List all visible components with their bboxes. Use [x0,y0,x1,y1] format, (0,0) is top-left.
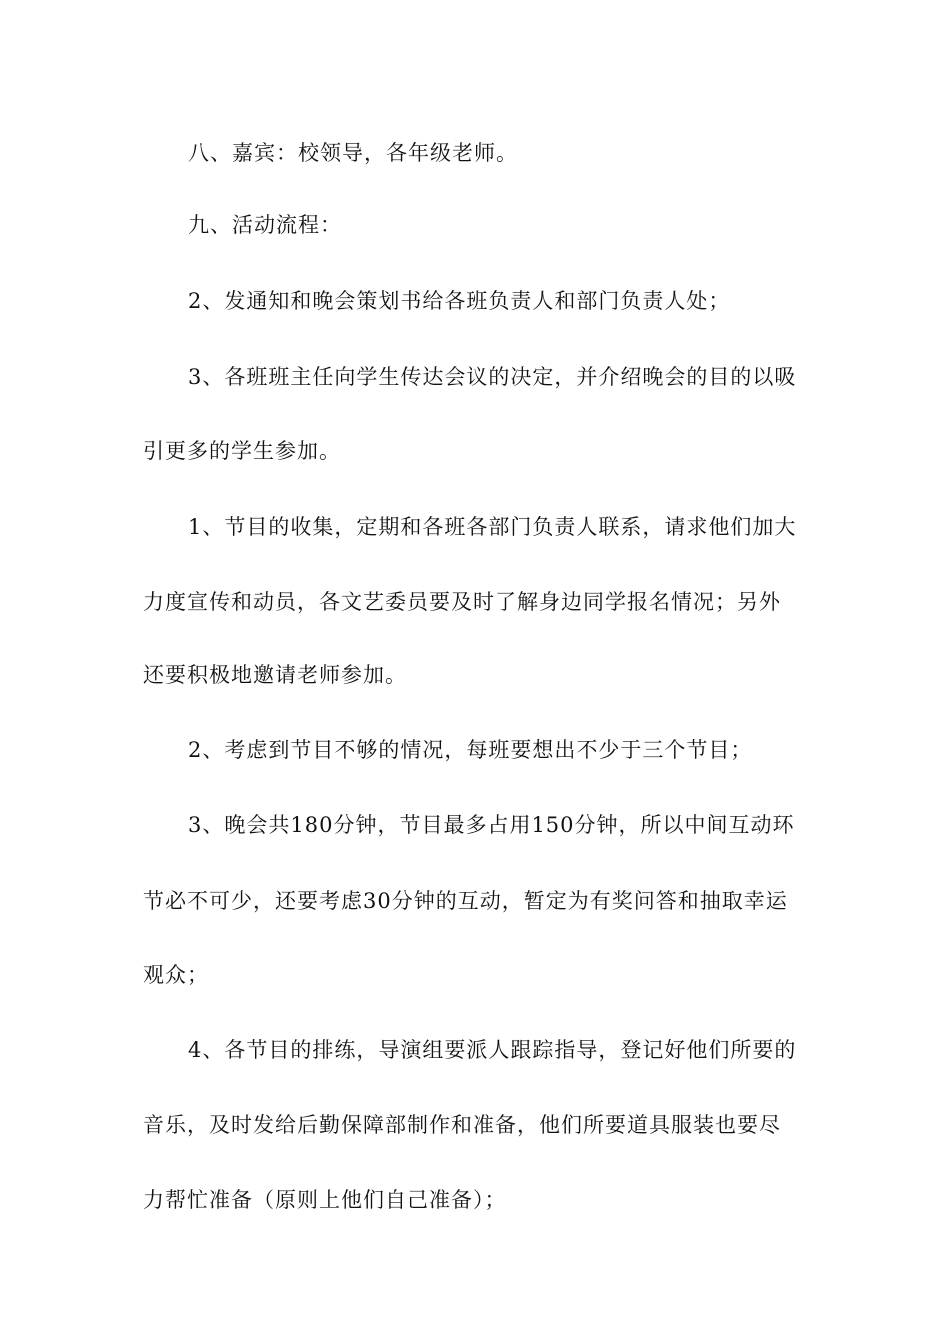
text-line: 4、各节目的排练，导演组要派人跟踪指导，登记好他们所要的 [188,1038,797,1062]
text-line: 2、发通知和晚会策划书给各班负责人和部门负责人处； [188,289,731,313]
text-line: 观众； [143,963,209,987]
text-line: 八、嘉宾：校领导，各年级老师。 [188,141,518,165]
text-line: 节必不可少，还要考虑30分钟的互动，暂定为有奖问答和抽取幸运 [143,889,788,913]
text-line: 引更多的学生参加。 [143,439,341,463]
text-line: 音乐，及时发给后勤保障部制作和准备，他们所要道具服装也要尽 [143,1113,781,1137]
text-line: 还要积极地邀请老师参加。 [143,663,407,687]
text-line: 九、活动流程： [188,213,342,237]
text-line: 2、考虑到节目不够的情况，每班要想出不少于三个节目； [188,738,753,762]
text-line: 3、各班班主任向学生传达会议的决定，并介绍晚会的目的以吸 [188,365,797,389]
text-line: 力度宣传和动员，各文艺委员要及时了解身边同学报名情况；另外 [143,590,781,614]
text-line: 1、节目的收集，定期和各班各部门负责人联系，请求他们加大 [188,515,797,539]
text-line: 力帮忙准备（原则上他们自己准备）； [143,1188,507,1212]
text-line: 3、晚会共180分钟，节目最多占用150分钟，所以中间互动环 [188,813,795,837]
